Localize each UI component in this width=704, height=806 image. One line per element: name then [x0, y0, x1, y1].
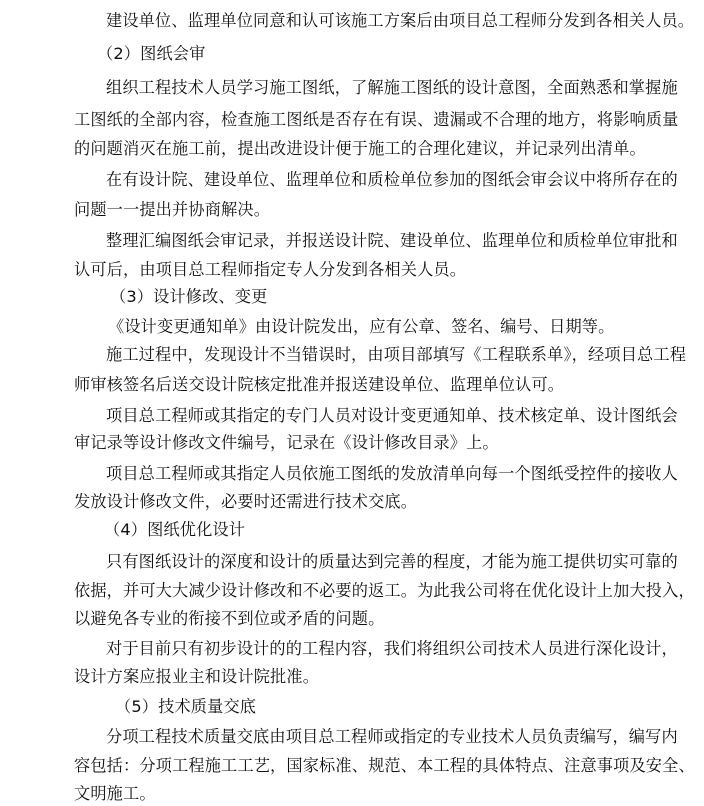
- paragraph-line: 建设单位、监理单位同意和认可该施工方案后由项目总工程师分发到各相关人员。: [106, 11, 695, 30]
- paragraph-line: 项目总工程师或其指定人员依施工图纸的发放清单向每一个图纸受控件的接收人: [106, 464, 678, 483]
- paragraph-line: 师审核签名后送交设计院核定批准并报送建设单位、监理单位认可。: [74, 375, 565, 394]
- section-heading: （5）技术质量交底: [115, 697, 257, 716]
- paragraph-line: 只有图纸设计的深度和设计的质量达到完善的程度，才能为施工提供切实可靠的: [106, 552, 678, 571]
- paragraph-line: 工图纸的全部内容，检查施工图纸是否存在有误、遗漏或不合理的地方，将影响质量: [74, 110, 679, 129]
- section-heading: （2）图纸会审: [97, 44, 206, 63]
- paragraph-line: 设计方案应报业主和设计院批准。: [74, 667, 320, 686]
- paragraph-line: 以避免各专业的衔接不到位或矛盾的问题。: [74, 609, 385, 628]
- paragraph-line: 在有设计院、建设单位、监理单位和质检单位参加的图纸会审会议中将所存在的: [106, 170, 678, 189]
- paragraph-line: 对于目前只有初步设计的的工程内容，我们将组织公司技术人员进行深化设计，: [106, 639, 678, 658]
- paragraph-line: 认可后，由项目总工程师指定专人分发到各相关人员。: [74, 260, 467, 279]
- paragraph-line: 组织工程技术人员学习施工图纸，了解施工图纸的设计意图，全面熟悉和掌握施: [106, 78, 678, 97]
- paragraph-line: 的问题消灭在施工前，提出改进设计便于施工的合理化建议，并记录列出清单。: [74, 139, 646, 158]
- paragraph-line: 问题一一提出并协商解决。: [74, 200, 271, 219]
- section-heading: （4）图纸优化设计: [104, 520, 246, 539]
- paragraph-line: 文明施工。: [74, 784, 156, 803]
- paragraph-line: 发放设计修改文件，必要时还需进行技术交底。: [74, 492, 418, 511]
- section-heading: （3）设计修改、变更: [110, 287, 268, 306]
- paragraph-line: 整理汇编图纸会审记录，并报送设计院、建设单位、监理单位和质检单位审批和: [106, 231, 678, 250]
- paragraph-line: 依据，并可大大减少设计修改和不必要的返工。为此我公司将在优化设计上加大投入，: [74, 581, 695, 600]
- paragraph-line: 《设计变更通知单》由设计院发出，应有公章、签名、编号、日期等。: [108, 317, 615, 336]
- paragraph-line: 审记录等设计修改文件编号，记录在《设计修改目录》上。: [74, 433, 499, 452]
- paragraph-line: 施工过程中，发现设计不当错误时，由项目部填写《工程联系单》，经项目总工程: [106, 345, 687, 364]
- paragraph-line: 分项工程技术质量交底由项目总工程师或指定的专业技术人员负责编写，编写内: [106, 727, 678, 746]
- paragraph-line: 项目总工程师或其指定的专门人员对设计变更通知单、技术核定单、设计图纸会: [106, 406, 678, 425]
- paragraph-line: 容包括：分项工程施工工艺，国家标准、规范、本工程的具体特点、注意事项及安全、: [74, 756, 695, 775]
